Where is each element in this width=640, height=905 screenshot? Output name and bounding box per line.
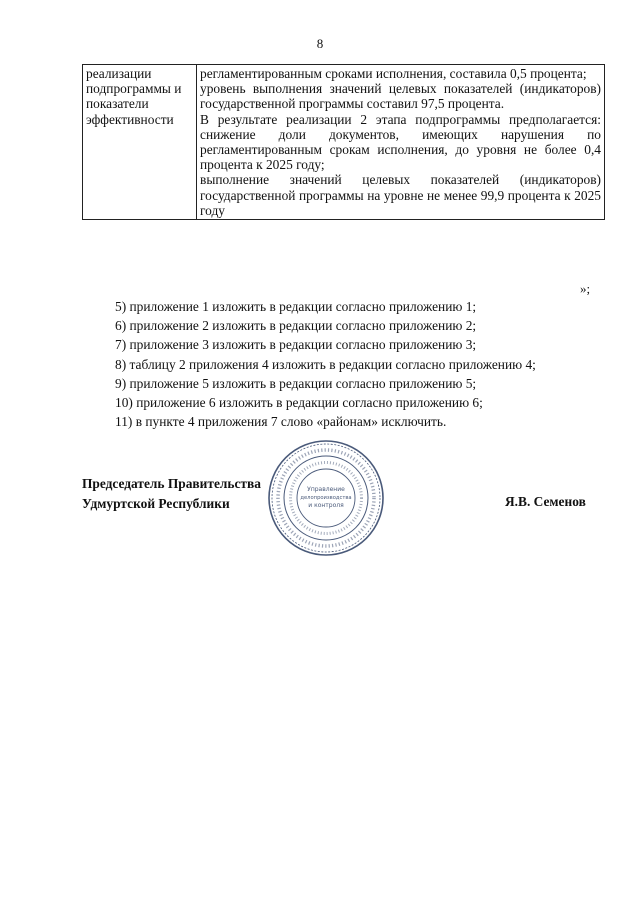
- right-cell-paragraph: В результате реализации 2 этапа подпрограммы предполагается: снижение доли документов, имеющих нарушения по регламентированным срокам исполнения, до уровня не более 0,4 процента к 2025 году;: [200, 111, 601, 173]
- left-cell-line: реализации: [86, 66, 152, 81]
- signatory-title-line: Председатель Правительства: [82, 476, 261, 491]
- seal-center-text: и контроля: [308, 502, 344, 509]
- list-item: 10) приложение 6 изложить в редакции согласно приложению 6;: [115, 395, 483, 411]
- seal-center-text: делопроизводства: [300, 495, 352, 501]
- official-seal: [266, 438, 386, 558]
- list-item: 11) в пункте 4 приложения 7 слово «районам» исключить.: [115, 414, 447, 430]
- left-cell-line: эффективности: [86, 111, 174, 127]
- signatory-name: Я.В. Семенов: [505, 494, 586, 509]
- signatory-title-line: Удмуртской Республики: [82, 496, 230, 511]
- list-item: 9) приложение 5 изложить в редакции согласно приложению 5;: [115, 375, 477, 391]
- page-number: 8: [316, 36, 324, 51]
- table-row: [83, 65, 605, 220]
- right-cell-paragraph: регламентированным сроками исполнения, составила 0,5 процента;: [200, 66, 587, 81]
- list-item: 5) приложение 1 изложить в редакции согласно приложению 1;: [115, 299, 477, 314]
- signatory-title: [82, 474, 261, 514]
- seal-center-text: Управление: [307, 486, 345, 493]
- list-item: 8) таблицу 2 приложения 4 изложить в редакции согласно приложению 4;: [115, 356, 536, 372]
- right-cell-paragraph: уровень выполнения значений целевых показателей (индикаторов) государственной программы составил 97,5 процента.: [200, 81, 601, 112]
- list-item: 6) приложение 2 изложить в редакции согласно приложению 2;: [115, 318, 477, 334]
- table-left-cell: [83, 65, 197, 220]
- closing-quote: »;: [580, 281, 591, 296]
- left-cell-line: подпрограммы и: [86, 81, 182, 97]
- list-item: 7) приложение 3 изложить в редакции согласно приложению 3;: [115, 337, 477, 353]
- left-cell-line: показатели: [86, 96, 149, 112]
- table-right-cell: [197, 65, 605, 220]
- amendment-list: [115, 297, 605, 431]
- right-cell-paragraph: выполнение значений целевых показателей (индикаторов) государственной программы на уровне не менее 99,9 процента к 2025 году: [200, 172, 601, 218]
- program-table: [82, 64, 605, 220]
